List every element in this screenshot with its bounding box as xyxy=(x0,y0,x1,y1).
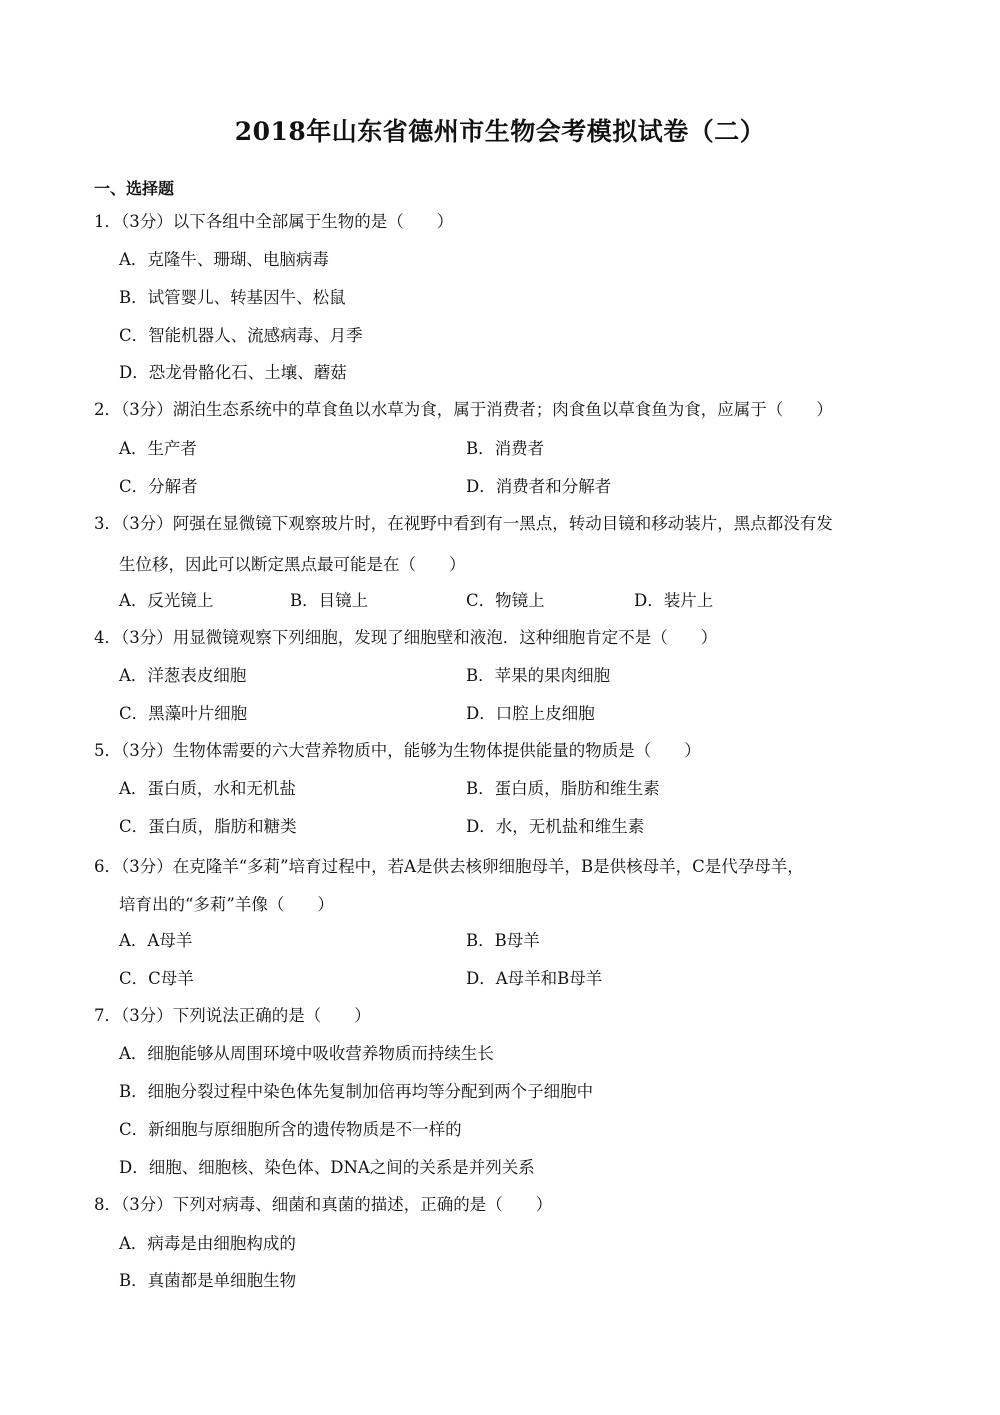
question-3-option-b: B．目镜上 xyxy=(290,591,369,610)
question-1-option-c: C．智能机器人、流感病毒、月季 xyxy=(119,326,363,345)
question-6-option-b: B．B母羊 xyxy=(466,931,540,950)
question-8-stem: 8．（3分）下列对病毒、细菌和真菌的描述，正确的是（ ） xyxy=(94,1195,553,1214)
question-1-option-d: D．恐龙骨骼化石、土壤、蘑菇 xyxy=(119,363,347,382)
question-7-option-a: A．细胞能够从周围环境中吸收营养物质而持续生长 xyxy=(119,1044,494,1063)
question-5-option-d: D．水，无机盐和维生素 xyxy=(466,817,645,836)
question-4-stem: 4．（3分）用显微镜观察下列细胞，发现了细胞壁和液泡．这种细胞肯定不是（ ） xyxy=(94,628,718,647)
question-5-option-c: C．蛋白质，脂肪和糖类 xyxy=(119,817,297,836)
question-4-option-d: D．口腔上皮细胞 xyxy=(466,704,595,723)
question-1-option-a: A．克隆牛、珊瑚、电脑病毒 xyxy=(119,250,329,269)
question-6-option-d: D．A母羊和B母羊 xyxy=(466,969,603,988)
question-1-stem: 1．（3分）以下各组中全部属于生物的是（ ） xyxy=(94,212,454,231)
question-2-option-b: B．消费者 xyxy=(466,439,545,458)
question-5-option-b: B．蛋白质，脂肪和维生素 xyxy=(466,779,660,798)
question-3-stem: 3．（3分）阿强在显微镜下观察玻片时，在视野中看到有一黑点，转动目镜和移动装片，黑点都没有发 xyxy=(94,514,833,533)
section-heading: 一、选择题 xyxy=(94,179,175,198)
question-3-option-a: A．反光镜上 xyxy=(119,591,214,610)
question-3-stem-continued: 生位移，因此可以断定黑点最可能是在（ ） xyxy=(119,555,466,574)
question-2-option-a: A．生产者 xyxy=(119,439,197,458)
question-1-option-b: B．试管婴儿、转基因牛、松鼠 xyxy=(119,288,346,307)
question-6-option-c: C．C母羊 xyxy=(119,969,194,988)
question-5-option-a: A．蛋白质，水和无机盐 xyxy=(119,779,296,798)
exam-title: 2018年山东省德州市生物会考模拟试卷（二） xyxy=(234,117,766,146)
question-6-option-a: A．A母羊 xyxy=(119,931,193,950)
question-3-option-c: C．物镜上 xyxy=(466,591,545,610)
question-6-stem: 6．（3分）在克隆羊“多莉”培育过程中，若A是供去核卵细胞母羊，B是供核母羊，C是代孕母羊， xyxy=(94,857,804,876)
question-7-option-b: B．细胞分裂过程中染色体先复制加倍再均等分配到两个子细胞中 xyxy=(119,1082,594,1101)
question-4-option-b: B．苹果的果肉细胞 xyxy=(466,666,611,685)
question-7-stem: 7．（3分）下列说法正确的是（ ） xyxy=(94,1006,371,1025)
question-3-option-d: D．装片上 xyxy=(634,591,714,610)
question-2-option-c: C．分解者 xyxy=(119,477,198,496)
question-4-option-c: C．黑藻叶片细胞 xyxy=(119,704,248,723)
question-6-stem-continued: 培育出的“多莉”羊像（ ） xyxy=(119,895,334,914)
question-8-option-b: B．真菌都是单细胞生物 xyxy=(119,1271,297,1290)
question-7-option-c: C．新细胞与原细胞所含的遗传物质是不一样的 xyxy=(119,1120,462,1139)
question-8-option-a: A．病毒是由细胞构成的 xyxy=(119,1234,296,1253)
question-2-stem: 2．（3分）湖泊生态系统中的草食鱼以水草为食，属于消费者；肉食鱼以草食鱼为食，应属于（ ） xyxy=(94,400,833,419)
question-2-option-d: D．消费者和分解者 xyxy=(466,477,612,496)
question-4-option-a: A．洋葱表皮细胞 xyxy=(119,666,247,685)
question-5-stem: 5．（3分）生物体需要的六大营养物质中，能够为生物体提供能量的物质是（ ） xyxy=(94,741,701,760)
question-7-option-d: D．细胞、细胞核、染色体、DNA之间的关系是并列关系 xyxy=(119,1158,535,1177)
